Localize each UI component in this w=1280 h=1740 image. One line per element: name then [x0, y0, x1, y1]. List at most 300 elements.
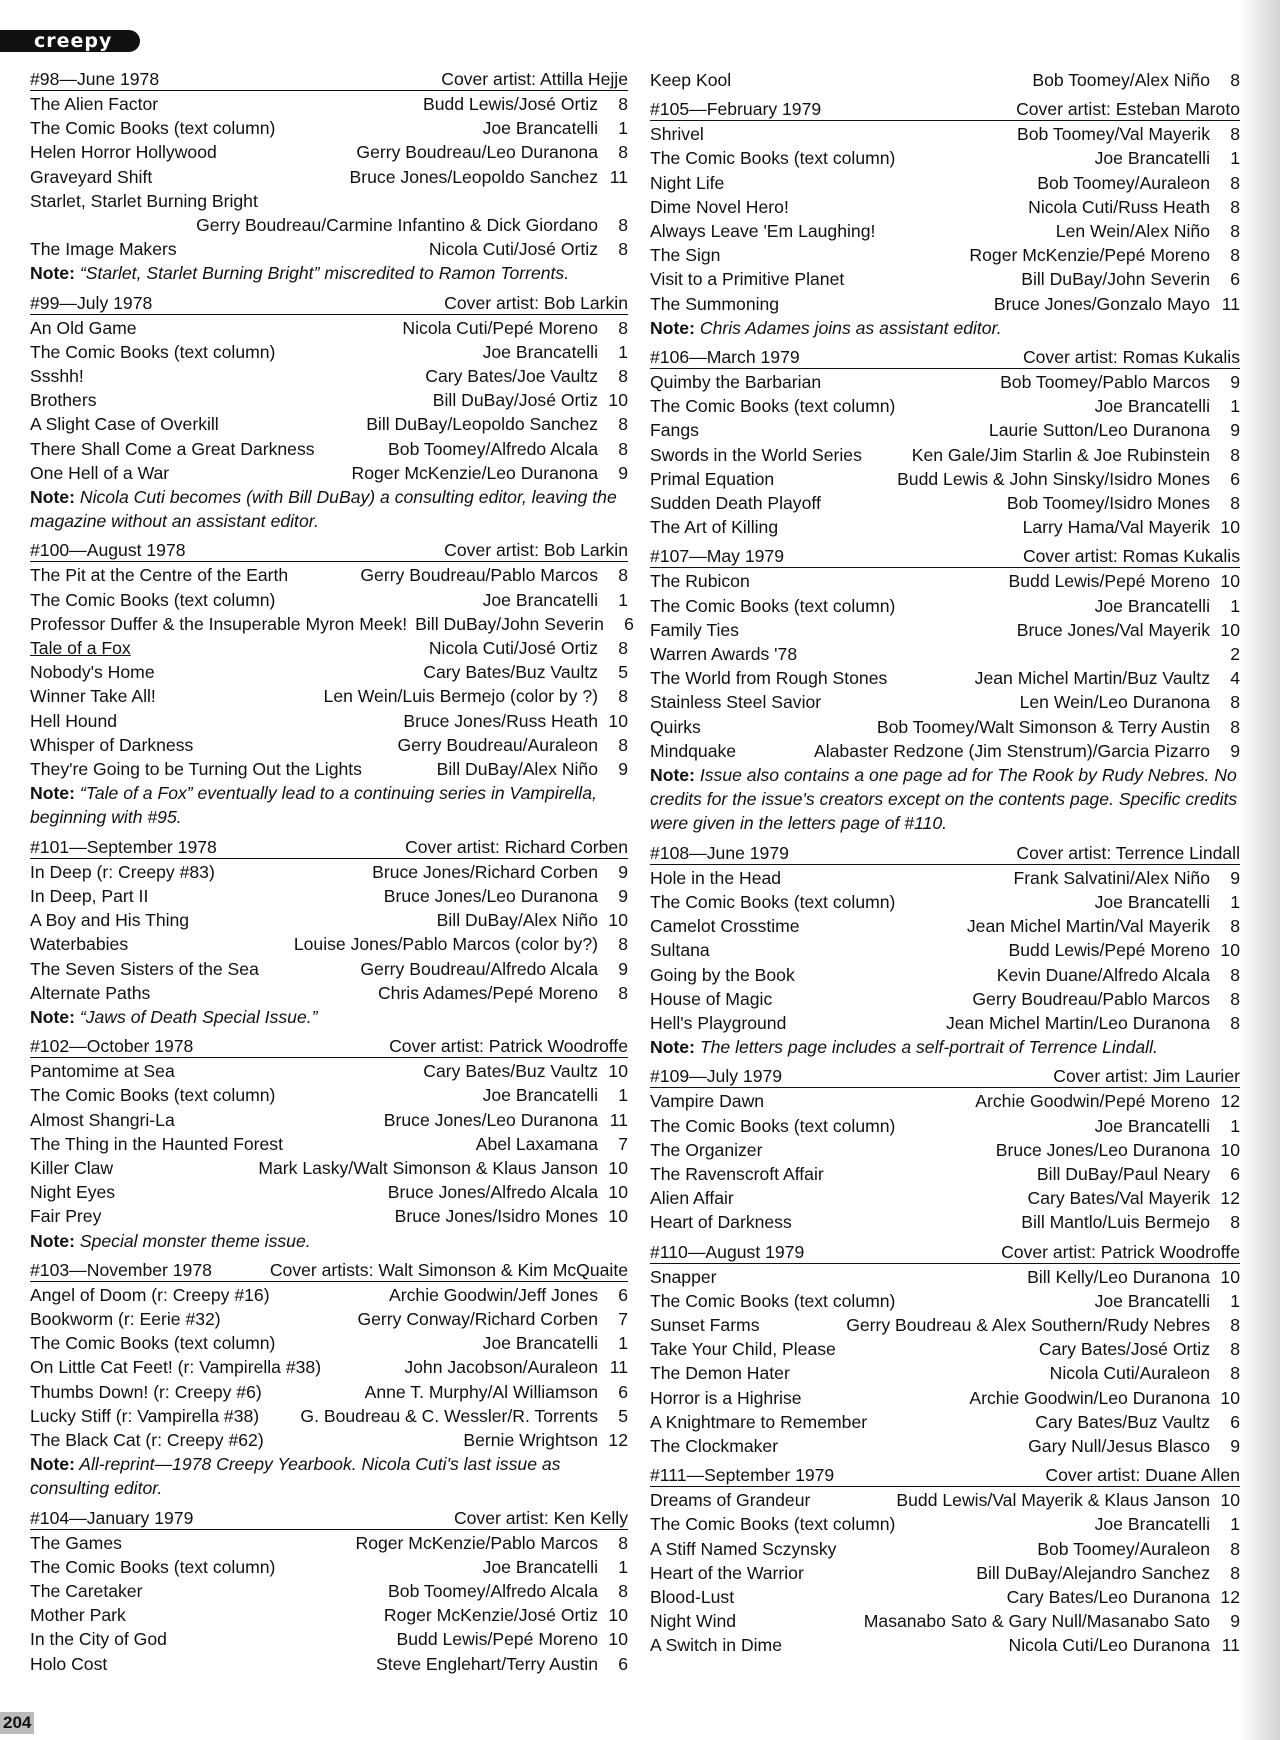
- story-title: The Comic Books (text column): [650, 1514, 896, 1535]
- story-title: Sunset Farms: [650, 1314, 760, 1335]
- story-title: The Comic Books (text column): [650, 396, 896, 417]
- page-count: 10: [1220, 571, 1240, 592]
- issue-note: [30, 1452, 628, 1500]
- story-credits: Joe Brancatelli: [482, 1556, 598, 1577]
- page-count: 6: [1230, 468, 1240, 489]
- left-column: [30, 68, 634, 1682]
- issue-note: [30, 781, 628, 829]
- note-label: Note:: [30, 1454, 75, 1475]
- page-count: 1: [1230, 1514, 1240, 1535]
- page-count: 8: [1230, 444, 1240, 465]
- story-credits: John Jacobson/Auraleon: [404, 1357, 598, 1378]
- story-credits: Nicola Cuti/José Ortiz: [428, 239, 598, 260]
- issue-number-date: #103—November 1978: [30, 1259, 212, 1280]
- page-count: 8: [618, 1580, 628, 1601]
- story-title: Blood-Lust: [650, 1586, 735, 1607]
- story-credits: Bill Kelly/Leo Duranona: [1027, 1266, 1210, 1287]
- issue-number-date: #104—January 1979: [30, 1507, 194, 1528]
- story-credits: Mark Lasky/Walt Simonson & Klaus Janson: [258, 1157, 598, 1178]
- story-row: [30, 1083, 628, 1107]
- story-row: [650, 890, 1240, 914]
- story-row: [650, 739, 1240, 763]
- story-credits: Bob Toomey/Alfredo Alcala: [388, 1580, 598, 1601]
- page-count: 9: [1230, 1435, 1240, 1456]
- page-count: 9: [618, 885, 628, 906]
- story-title: Thumbs Down! (r: Creepy #6): [30, 1381, 262, 1402]
- story-row: [650, 618, 1240, 642]
- cover-artist: Cover artist: Bob Larkin: [444, 540, 628, 561]
- story-row: [30, 684, 628, 708]
- story-row: [30, 1603, 628, 1627]
- story-title: Mindquake: [650, 740, 737, 761]
- story-title: The Comic Books (text column): [650, 595, 896, 616]
- page-count: 9: [1230, 420, 1240, 441]
- story-row: [30, 437, 628, 461]
- story-credits: Joe Brancatelli: [482, 118, 598, 139]
- story-credits: Cary Bates/Leo Duranona: [1006, 1586, 1210, 1607]
- note-text: Chris Adames joins as assistant editor.: [699, 317, 1002, 338]
- note-label: Note:: [650, 765, 695, 786]
- story-title: Nobody's Home: [30, 662, 155, 683]
- story-credits: Nicola Cuti/Leo Duranona: [1008, 1635, 1210, 1656]
- story-credits: Cary Bates/Buz Vaultz: [423, 1061, 598, 1082]
- story-title: Almost Shangri-La: [30, 1109, 175, 1130]
- page-count: 11: [1221, 1635, 1240, 1656]
- page-count: 6: [1230, 1163, 1240, 1184]
- story-row: [650, 515, 1240, 539]
- issue-entry: [30, 539, 634, 829]
- issue-number-date: #110—August 1979: [650, 1241, 805, 1262]
- story-credits: Bruce Jones/Leo Duranona: [383, 885, 598, 906]
- story-credits: Bob Toomey/Walt Simonson & Terry Austin: [876, 716, 1210, 737]
- page-count: 1: [1230, 595, 1240, 616]
- story-credits: Gerry Boudreau & Alex Southern/Rudy Nebres: [846, 1314, 1210, 1335]
- story-credits: Jean Michel Martin/Val Mayerik: [966, 916, 1210, 937]
- issue-number-date: #101—September 1978: [30, 836, 217, 857]
- page-count: 8: [618, 239, 628, 260]
- story-row: [650, 219, 1240, 243]
- story-credits: Archie Goodwin/Leo Duranona: [969, 1387, 1210, 1408]
- page-count: 1: [618, 1333, 628, 1354]
- page-count: 8: [1230, 1012, 1240, 1033]
- story-title: Visit to a Primitive Planet: [650, 269, 845, 290]
- story-row: [30, 981, 628, 1005]
- story-row: [650, 715, 1240, 739]
- story-row: [650, 1210, 1240, 1234]
- page-count: 7: [618, 1308, 628, 1329]
- story-title: The Black Cat (r: Creepy #62): [30, 1429, 264, 1450]
- story-row: [650, 1289, 1240, 1313]
- story-credits: Larry Hama/Val Mayerik: [1022, 517, 1210, 538]
- story-credits: [797, 642, 1210, 666]
- page-count: 8: [618, 317, 628, 338]
- story-title: Family Ties: [650, 619, 739, 640]
- story-title: Whisper of Darkness: [30, 734, 194, 755]
- story-row: [650, 1537, 1240, 1561]
- story-credits: Joe Brancatelli: [1094, 891, 1210, 912]
- page-count: 8: [1230, 196, 1240, 217]
- story-row: [650, 1434, 1240, 1458]
- page-count: 8: [1230, 964, 1240, 985]
- story-title: Horror is a Highrise: [650, 1387, 802, 1408]
- page-count: 1: [1230, 1115, 1240, 1136]
- story-credits: Laurie Sutton/Leo Duranona: [988, 420, 1210, 441]
- story-row: [650, 1609, 1240, 1633]
- page-count: 2: [1230, 644, 1240, 665]
- issue-number-date: #111—September 1979: [650, 1465, 835, 1486]
- story-title: Bookworm (r: Eerie #32): [30, 1308, 221, 1329]
- page-count: 1: [1230, 1290, 1240, 1311]
- story-title: In the City of God: [30, 1629, 167, 1650]
- page-count: 10: [1220, 1266, 1240, 1287]
- story-credits: Bill DuBay/Alex Niño: [436, 910, 598, 931]
- story-row: [30, 1579, 628, 1603]
- story-title: Night Life: [650, 172, 725, 193]
- note-label: Note:: [30, 1230, 75, 1251]
- story-row: [30, 340, 628, 364]
- page-count: 8: [1230, 692, 1240, 713]
- issue-entry: [650, 68, 1240, 92]
- story-row: [30, 213, 628, 237]
- story-title: House of Magic: [650, 988, 773, 1009]
- page-count: 12: [1220, 1188, 1240, 1209]
- story-row: [30, 932, 628, 956]
- issue-entry: [650, 346, 1240, 539]
- page-count: 10: [608, 1206, 628, 1227]
- story-credits: Cary Bates/Buz Vaultz: [423, 662, 598, 683]
- story-row: [650, 1114, 1240, 1138]
- issue-entry: [650, 1464, 1240, 1657]
- story-title: A Boy and His Thing: [30, 910, 190, 931]
- story-credits: Jean Michel Martin/Leo Duranona: [945, 1012, 1210, 1033]
- issue-header: [650, 545, 1240, 568]
- story-title: There Shall Come a Great Darkness: [30, 438, 315, 459]
- story-credits: Budd Lewis & John Sinsky/Isidro Mones: [897, 468, 1210, 489]
- section-tag: creepy: [0, 30, 140, 52]
- story-title: Snapper: [650, 1266, 717, 1287]
- story-title: On Little Cat Feet! (r: Vampirella #38): [30, 1357, 322, 1378]
- story-title: The Sign: [650, 245, 721, 266]
- story-title: The World from Rough Stones: [650, 668, 888, 689]
- story-credits: Bill DuBay/Paul Neary: [1036, 1163, 1210, 1184]
- story-row: [30, 1331, 628, 1355]
- cover-artist: Cover artist: Patrick Woodroffe: [1001, 1241, 1240, 1262]
- page-count: 11: [609, 1357, 628, 1378]
- story-row: [30, 461, 628, 485]
- story-title: Primal Equation: [650, 468, 775, 489]
- story-title: In Deep, Part II: [30, 885, 149, 906]
- story-row: [30, 1627, 628, 1651]
- note-text: Special monster theme issue.: [79, 1230, 311, 1251]
- story-credits: Bruce Jones/Val Mayerik: [1016, 619, 1210, 640]
- story-row: [650, 394, 1240, 418]
- story-credits: Alabaster Redzone (Jim Stenstrum)/Garcia Pizarro: [814, 740, 1210, 761]
- page-count: 8: [618, 638, 628, 659]
- story-title: Stainless Steel Savior: [650, 692, 822, 713]
- story-row: [650, 963, 1240, 987]
- issue-number-date: #100—August 1978: [30, 540, 186, 561]
- story-title: Brothers: [30, 390, 97, 411]
- story-title: Lucky Stiff (r: Vampirella #38): [30, 1405, 260, 1426]
- issue-header: [30, 68, 628, 91]
- issue-header: [650, 98, 1240, 121]
- page-count: 10: [1220, 619, 1240, 640]
- page-count: 10: [608, 1061, 628, 1082]
- story-row: [30, 1283, 628, 1307]
- story-credits: Gerry Boudreau/Pablo Marcos: [360, 565, 598, 586]
- story-title: A Knightmare to Remember: [650, 1411, 868, 1432]
- issue-header: [30, 539, 628, 562]
- story-credits: Bob Toomey/Isidro Mones: [1006, 493, 1210, 514]
- issue-entry: [30, 68, 628, 286]
- page-count: 10: [608, 390, 628, 411]
- story-title: Dime Novel Hero!: [650, 196, 789, 217]
- page-count: [598, 189, 628, 213]
- story-row: [30, 884, 628, 908]
- page-count: 12: [1220, 1586, 1240, 1607]
- story-row: [30, 1132, 628, 1156]
- page-count: 6: [1230, 269, 1240, 290]
- story-row: [30, 957, 628, 981]
- story-row: [30, 1059, 628, 1083]
- story-credits: Budd Lewis/Pepé Moreno: [1008, 571, 1210, 592]
- story-row: [30, 709, 628, 733]
- story-row: [30, 1404, 628, 1428]
- story-row: [650, 938, 1240, 962]
- cover-artist: Cover artists: Walt Simonson & Kim McQuaite: [269, 1259, 628, 1280]
- page-count: 1: [618, 118, 628, 139]
- story-row: [30, 757, 628, 781]
- story-row: [650, 370, 1240, 394]
- story-row: [650, 1011, 1240, 1035]
- story-credits: Cary Bates/Val Mayerik: [1027, 1188, 1210, 1209]
- issue-entry: [650, 1241, 1240, 1459]
- story-credits: Bruce Jones/Leopoldo Sanchez: [349, 166, 598, 187]
- story-title: Angel of Doom (r: Creepy #16): [30, 1284, 270, 1305]
- story-row: [650, 418, 1240, 442]
- story-title: Ssshh!: [30, 366, 84, 387]
- story-credits: G. Boudreau & C. Wessler/R. Torrents: [300, 1405, 598, 1426]
- story-row: [650, 1561, 1240, 1585]
- page-count: 9: [618, 861, 628, 882]
- story-title: The Summoning: [650, 293, 780, 314]
- story-row: [650, 1265, 1240, 1289]
- note-label: Note:: [650, 317, 695, 338]
- page-count: 8: [1230, 1538, 1240, 1559]
- story-row: [650, 243, 1240, 267]
- story-title: The Comic Books (text column): [650, 891, 896, 912]
- page-count: 11: [609, 166, 628, 187]
- story-row: [650, 642, 1240, 666]
- story-row: [650, 491, 1240, 515]
- page-count: 8: [618, 94, 628, 114]
- issue-note: [650, 763, 1240, 836]
- note-label: Note:: [30, 783, 75, 804]
- story-title: A Slight Case of Overkill: [30, 414, 219, 435]
- story-row: [30, 1180, 628, 1204]
- story-credits: Gerry Boudreau/Leo Duranona: [356, 142, 598, 163]
- story-row: [650, 914, 1240, 938]
- page-count: 12: [1220, 1091, 1240, 1112]
- story-row: [30, 660, 628, 684]
- story-title: Professor Duffer & the Insuperable Myron Meek!: [30, 613, 408, 634]
- story-credits: Louise Jones/Pablo Marcos (color by?): [293, 934, 598, 955]
- issue-header: [30, 1035, 628, 1058]
- story-credits: Len Wein/Luis Bermejo (color by ?): [323, 686, 598, 707]
- story-title: The Image Makers: [30, 239, 177, 260]
- story-row: [30, 1355, 628, 1379]
- right-column: [650, 68, 1240, 1664]
- issue-note: [30, 1005, 628, 1029]
- issue-header: [650, 346, 1240, 369]
- story-row: [650, 1089, 1240, 1113]
- story-title: Alien Affair: [650, 1188, 734, 1209]
- issue-entry: [30, 836, 628, 1029]
- story-title: Fair Prey: [30, 1206, 102, 1227]
- page-count: 8: [1230, 221, 1240, 242]
- story-row: [650, 195, 1240, 219]
- story-credits: Bob Toomey/Alex Niño: [1032, 70, 1210, 90]
- story-title: Sudden Death Playoff: [650, 493, 821, 514]
- issue-header: [30, 1507, 628, 1530]
- page-count: 8: [618, 734, 628, 755]
- story-credits: Joe Brancatelli: [1094, 1514, 1210, 1535]
- story-row: [650, 1337, 1240, 1361]
- story-credits: Budd Lewis/José Ortiz: [422, 94, 598, 114]
- story-row: [650, 987, 1240, 1011]
- issue-header: [650, 1241, 1240, 1264]
- story-row: [650, 292, 1240, 316]
- page-count: 1: [618, 341, 628, 362]
- story-credits: Roger McKenzie/José Ortiz: [383, 1605, 598, 1626]
- story-title: The Comic Books (text column): [30, 1085, 276, 1106]
- story-row: [30, 140, 628, 164]
- story-row: [30, 1428, 628, 1452]
- story-title: They're Going to be Turning Out the Lights: [30, 759, 362, 780]
- story-title: Vampire Dawn: [650, 1091, 765, 1112]
- story-credits: Nicola Cuti/Pepé Moreno: [402, 317, 598, 338]
- cover-artist: Cover artist: Esteban Maroto: [1016, 99, 1240, 120]
- story-row: [650, 1386, 1240, 1410]
- story-title: The Comic Books (text column): [650, 148, 896, 169]
- story-title: Dreams of Grandeur: [650, 1490, 811, 1511]
- story-title: Killer Claw: [30, 1157, 114, 1178]
- story-title: Night Wind: [650, 1611, 737, 1632]
- story-credits: [258, 189, 598, 213]
- story-title: The Alien Factor: [30, 94, 159, 114]
- story-credits: Joe Brancatelli: [482, 1085, 598, 1106]
- page-count: 9: [618, 462, 628, 483]
- story-row: [650, 1410, 1240, 1434]
- page-count: 10: [608, 910, 628, 931]
- page-count: 10: [608, 1182, 628, 1203]
- story-row: [30, 316, 628, 340]
- page-edge-shadow: [1240, 0, 1280, 1740]
- story-title: Holo Cost: [30, 1653, 108, 1674]
- story-credits: Joe Brancatelli: [1094, 1115, 1210, 1136]
- story-row: [30, 116, 628, 140]
- story-row: [650, 666, 1240, 690]
- story-row: [30, 636, 628, 660]
- story-row: [30, 388, 628, 412]
- story-title: Pantomime at Sea: [30, 1061, 175, 1082]
- story-row: [650, 467, 1240, 491]
- story-title: Hell's Playground: [650, 1012, 787, 1033]
- story-row: [650, 122, 1240, 146]
- page-count: 6: [1230, 1411, 1240, 1432]
- story-credits: Bruce Jones/Gonzalo Mayo: [993, 293, 1210, 314]
- issue-note: [30, 485, 628, 533]
- story-credits: Masanabo Sato & Gary Null/Masanabo Sato: [863, 1611, 1210, 1632]
- story-credits: Joe Brancatelli: [1094, 595, 1210, 616]
- issue-number-date: #98—June 1978: [30, 69, 160, 89]
- page-count: 5: [618, 1405, 628, 1426]
- page-count: 8: [1230, 172, 1240, 193]
- note-text: All-reprint—1978 Creepy Yearbook. Nicola Cuti's last issue as consulting editor.: [30, 1454, 561, 1499]
- story-credits: Bill DuBay/John Severin: [1021, 269, 1210, 290]
- page-count: 8: [1230, 1314, 1240, 1335]
- story-title: Keep Kool: [650, 70, 732, 90]
- page-count: 8: [618, 366, 628, 387]
- page-count: 8: [1230, 70, 1240, 90]
- story-title: Shrivel: [650, 124, 704, 145]
- story-credits: Gerry Boudreau/Alfredo Alcala: [360, 958, 598, 979]
- page-count: 8: [618, 414, 628, 435]
- page-count: 11: [609, 1109, 628, 1130]
- issue-number-date: #102—October 1978: [30, 1036, 194, 1057]
- page-count: 8: [1230, 716, 1240, 737]
- issue-note: [650, 1035, 1240, 1059]
- cover-artist: Cover artist: Terrence Lindall: [1016, 842, 1240, 863]
- story-credits: Bob Toomey/Pablo Marcos: [1000, 372, 1210, 393]
- story-title: The Caretaker: [30, 1580, 143, 1601]
- story-title: The Rubicon: [650, 571, 750, 592]
- story-title: Sultana: [650, 940, 710, 961]
- page-count: 12: [608, 1429, 628, 1450]
- story-credits: Bruce Jones/Leo Duranona: [383, 1109, 598, 1130]
- page-count: 1: [1230, 148, 1240, 169]
- story-credits: Bill DuBay/José Ortiz: [432, 390, 598, 411]
- story-credits: Frank Salvatini/Alex Niño: [1013, 867, 1210, 888]
- story-row: [650, 68, 1240, 92]
- story-credits: Gerry Boudreau/Carmine Infantino & Dick Giordano: [196, 215, 598, 236]
- story-credits: Bill DuBay/Alex Niño: [436, 759, 598, 780]
- story-credits: Archie Goodwin/Pepé Moreno: [975, 1091, 1210, 1112]
- story-row: [30, 1652, 628, 1676]
- story-credits: Archie Goodwin/Jeff Jones: [389, 1284, 598, 1305]
- page-count: 10: [1220, 517, 1240, 538]
- story-title: Mother Park: [30, 1605, 126, 1626]
- story-title: The Clockmaker: [650, 1435, 779, 1456]
- story-credits: Bernie Wrightson: [463, 1429, 598, 1450]
- story-row: [30, 1380, 628, 1404]
- issue-number-date: #109—July 1979: [650, 1066, 783, 1087]
- story-title: Helen Horror Hollywood: [30, 142, 217, 163]
- issue-number-date: #99—July 1978: [30, 292, 153, 313]
- page-count: 8: [618, 565, 628, 586]
- page-count: 9: [618, 759, 628, 780]
- story-title: Starlet, Starlet Burning Bright: [30, 190, 258, 211]
- issue-header: [650, 842, 1240, 865]
- story-credits: Nicola Cuti/José Ortiz: [428, 638, 598, 659]
- story-credits: Jean Michel Martin/Buz Vaultz: [974, 668, 1210, 689]
- cover-artist: Cover artist: Duane Allen: [1045, 1465, 1240, 1486]
- story-credits: Bob Toomey/Auraleon: [1037, 172, 1210, 193]
- cover-artist: Cover artist: Jim Laurier: [1053, 1066, 1240, 1087]
- issue-note: [650, 316, 1240, 340]
- story-title: Warren Awards '78: [650, 644, 798, 665]
- story-title: Hole in the Head: [650, 867, 782, 888]
